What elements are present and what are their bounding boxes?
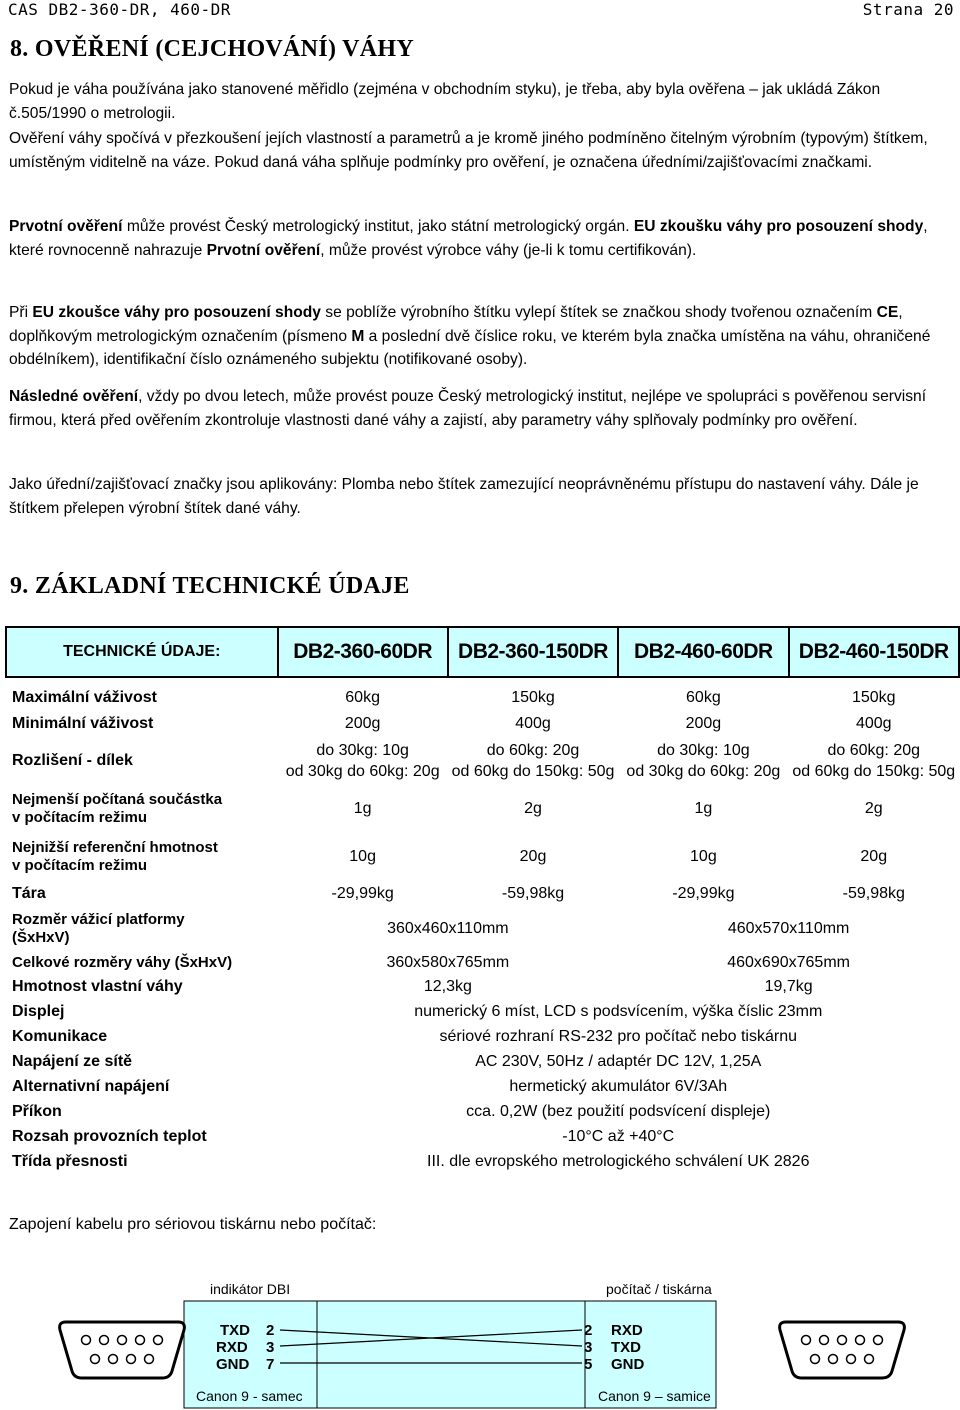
cell-value: -29,99kg bbox=[331, 884, 394, 902]
cell-value: 2g bbox=[864, 800, 883, 817]
cell-value: 10g bbox=[349, 848, 376, 865]
cell-value: 150kg bbox=[511, 688, 555, 706]
paragraph-6: Jako úřední/zajišťovací značky jsou aplikovány: Plomba nebo štítek zamezující neoprávněnému přístupu do nastavení váhy. Dále je štítkem přelepen výrobní štítek dané váhy. bbox=[9, 476, 919, 517]
computer-title: počítač / tiskárna bbox=[606, 1281, 712, 1297]
cell-value: do 30kg: 10g od 30kg do 60kg: 20g bbox=[626, 741, 781, 780]
paragraph-3: Prvotní ověření může provést Český metrologický institut, jako státní metrologický orgán. EU zkoušku váhy pro posouzení shody, které rovnocenně nahrazuje Prvotní ověření, může provést výrobce váhy (je-li k tomu certifikován). bbox=[9, 218, 928, 259]
cell-value: 200g bbox=[344, 714, 381, 732]
right-pin-name-1: RXD bbox=[611, 1322, 643, 1339]
paragraph-4: Při EU zkoušce váhy pro posouzení shody se poblíže výrobního štítku vylepí štítek se značkou shody tvořenou označením CE, doplňkovým metrologickým označením (písmeno M a poslední dvě číslice roku, ve kterém byla značka umístěna na váhu, ohraničené obdélníkem), identifikační číslo oznámeného subjektu (notifikované osoby). bbox=[9, 304, 931, 368]
cell-value: numerický 6 míst, LCD s podsvícením, výška číslic 23mm bbox=[414, 1002, 823, 1020]
row-label-alt-power: Alternativní napájení bbox=[12, 1077, 170, 1095]
table-row bbox=[6, 999, 959, 1024]
right-pin-number-3: 5 bbox=[584, 1356, 593, 1373]
row-label-reference-weight: Nejnižší referenční hmotnost v počítacím režimu bbox=[12, 839, 218, 874]
row-label-communication: Komunikace bbox=[12, 1027, 108, 1045]
cell-value: -59,98kg bbox=[501, 884, 565, 902]
cell-value: 2g bbox=[524, 800, 542, 817]
row-label-min: Minimální váživost bbox=[12, 714, 154, 732]
left-pin-number-2: 3 bbox=[266, 1339, 275, 1356]
row-label-accuracy-class: Třída přesnosti bbox=[12, 1152, 128, 1170]
table-header-row bbox=[6, 627, 959, 677]
cable-caption: Zapojení kabelu pro sériovou tiskárnu nebo počítač: bbox=[9, 1216, 377, 1233]
row-label-resolution: Rozlišení - dílek bbox=[12, 751, 133, 769]
right-pin-name-2: TXD bbox=[611, 1339, 641, 1356]
model-db2-360-150dr: DB2-360-150DR bbox=[448, 627, 618, 677]
cell-value: do 60kg: 20g od 60kg do 150kg: 50g bbox=[451, 741, 615, 780]
cell-value: cca. 0,2W (bez použití podsvícení displeje) bbox=[466, 1102, 771, 1120]
cell-value: 19,7kg bbox=[764, 977, 813, 995]
right-pin-number-2: 3 bbox=[584, 1339, 593, 1356]
row-label-consumption: Příkon bbox=[12, 1102, 62, 1120]
cell-value: 400g bbox=[515, 714, 551, 732]
right-pin-number-1: 2 bbox=[584, 1322, 593, 1339]
table-row bbox=[6, 880, 959, 907]
table-row bbox=[6, 907, 959, 951]
left-pin-number-1: 2 bbox=[266, 1322, 275, 1339]
right-connector-type: Canon 9 – samice bbox=[598, 1388, 711, 1404]
section-9-title: 9. ZÁKLADNÍ TECHNICKÉ ÚDAJE bbox=[10, 573, 410, 599]
cell-value: 360x460x110mm bbox=[387, 920, 509, 937]
cell-value: hermetický akumulátor 6V/3Ah bbox=[509, 1077, 728, 1095]
row-label-temperature: Rozsah provozních teplot bbox=[12, 1127, 207, 1145]
cell-value: 460x570x110mm bbox=[727, 920, 850, 937]
cell-value: III. dle evropského metrologického schválení UK 2826 bbox=[427, 1152, 810, 1170]
cell-value: 1g bbox=[694, 800, 713, 817]
cell-value: -10°C až +40°C bbox=[562, 1127, 675, 1145]
table-row bbox=[6, 951, 959, 974]
cell-value: 200g bbox=[685, 714, 722, 732]
cell-value: 10g bbox=[690, 848, 717, 865]
row-label-max: Maximální váživost bbox=[12, 688, 157, 706]
table-row bbox=[6, 1074, 959, 1099]
row-label-display: Displej bbox=[12, 1002, 65, 1020]
cell-value: 460x690x765mm bbox=[727, 953, 850, 971]
cell-value: 20g bbox=[519, 848, 547, 865]
table-row bbox=[6, 685, 959, 710]
cell-value: 150kg bbox=[851, 688, 896, 706]
cell-value: do 30kg: 10g od 30kg do 60kg: 20g bbox=[285, 741, 440, 780]
paragraph-5: Následné ověření, vždy po dvou letech, může provést pouze Český metrologický institut, nejlépe ve spolupráci s pověřenou servisní firmou, která před ověřením zkontroluje vlastnosti dané váhy a zajistí, aby parametry váhy splňovaly podmínky pro ověření. bbox=[9, 388, 927, 429]
technical-data-table bbox=[5, 626, 960, 1174]
paragraph-1: Pokud je váha používána jako stanovené měřidlo (zejména v obchodním styku), je třeba, aby byla ověřena – jak ukládá Zákon č.505/1990 o metrologii. bbox=[9, 81, 881, 122]
serial-cable-diagram bbox=[0, 1296, 960, 1410]
table-row bbox=[6, 1124, 959, 1149]
cell-value: do 60kg: 20g od 60kg do 150kg: 50g bbox=[792, 741, 956, 780]
table-row bbox=[6, 784, 959, 834]
table-header-label: TECHNICKÉ ÚDAJE: bbox=[6, 627, 278, 677]
row-label-overall-size: Celkové rozměry váhy (ŠxHxV) bbox=[12, 953, 233, 971]
header-document-title: CAS DB2-360-DR, 460-DR bbox=[8, 0, 231, 19]
cell-value: sériové rozhraní RS-232 pro počítač nebo tiskárnu bbox=[439, 1027, 798, 1045]
row-label-weight: Hmotnost vlastní váhy bbox=[12, 977, 183, 995]
cell-value: 360x580x765mm bbox=[386, 953, 510, 971]
right-db9-connector-icon bbox=[780, 1322, 905, 1378]
cell-value: 400g bbox=[855, 714, 892, 732]
cell-value: 1g bbox=[353, 800, 372, 817]
left-pin-name-2: RXD bbox=[216, 1339, 248, 1356]
table-row bbox=[6, 1049, 959, 1074]
cell-value: -59,98kg bbox=[842, 884, 905, 902]
cell-value: -29,99kg bbox=[672, 884, 735, 902]
row-label-platform-size: Rozměr vážicí platformy (ŠxHxV) bbox=[12, 911, 185, 946]
table-row bbox=[6, 737, 959, 784]
table-row bbox=[6, 974, 959, 999]
left-db9-connector-icon bbox=[60, 1322, 185, 1378]
row-label-smallest-part: Nejmenší počítaná součástka v počítacím režimu bbox=[12, 791, 223, 826]
table-row bbox=[6, 1099, 959, 1124]
left-pin-name-1: TXD bbox=[220, 1322, 250, 1339]
table-row bbox=[6, 1024, 959, 1049]
table-row bbox=[6, 834, 959, 880]
cell-value: 12,3kg bbox=[423, 977, 472, 995]
paragraph-2: Ověření váhy spočívá v přezkoušení jejích vlastností a parametrů a je kromě jiného podmíněno čitelným výrobním (typovým) štítkem, umístěným viditelně na váze. Pokud daná váha splňuje podmínky pro ověření, je označena úředními/zajišťovacími značkami. bbox=[9, 130, 928, 171]
model-db2-460-150dr: DB2-460-150DR bbox=[789, 627, 959, 677]
left-connector-type: Canon 9 - samec bbox=[196, 1388, 303, 1404]
left-pin-name-3: GND bbox=[216, 1356, 250, 1373]
table-row bbox=[6, 1149, 959, 1174]
cell-value: 20g bbox=[860, 848, 888, 865]
indicator-title: indikátor DBI bbox=[210, 1281, 291, 1297]
left-pin-number-3: 7 bbox=[266, 1356, 275, 1373]
header-page-number: Strana 20 bbox=[862, 0, 954, 19]
model-db2-360-60dr: DB2-360-60DR bbox=[278, 627, 448, 677]
table-row bbox=[6, 710, 959, 737]
row-label-tare: Tára bbox=[12, 884, 46, 902]
section-8-title: 8. OVĚŘENÍ (CEJCHOVÁNÍ) VÁHY bbox=[10, 36, 414, 62]
cell-value: AC 230V, 50Hz / adaptér DC 12V, 1,25A bbox=[475, 1052, 762, 1070]
cell-value: 60kg bbox=[686, 688, 721, 706]
right-pin-name-3: GND bbox=[611, 1356, 645, 1373]
cell-value: 60kg bbox=[345, 688, 380, 706]
row-label-power: Napájení ze sítě bbox=[12, 1052, 133, 1070]
model-db2-460-60dr: DB2-460-60DR bbox=[618, 627, 788, 677]
